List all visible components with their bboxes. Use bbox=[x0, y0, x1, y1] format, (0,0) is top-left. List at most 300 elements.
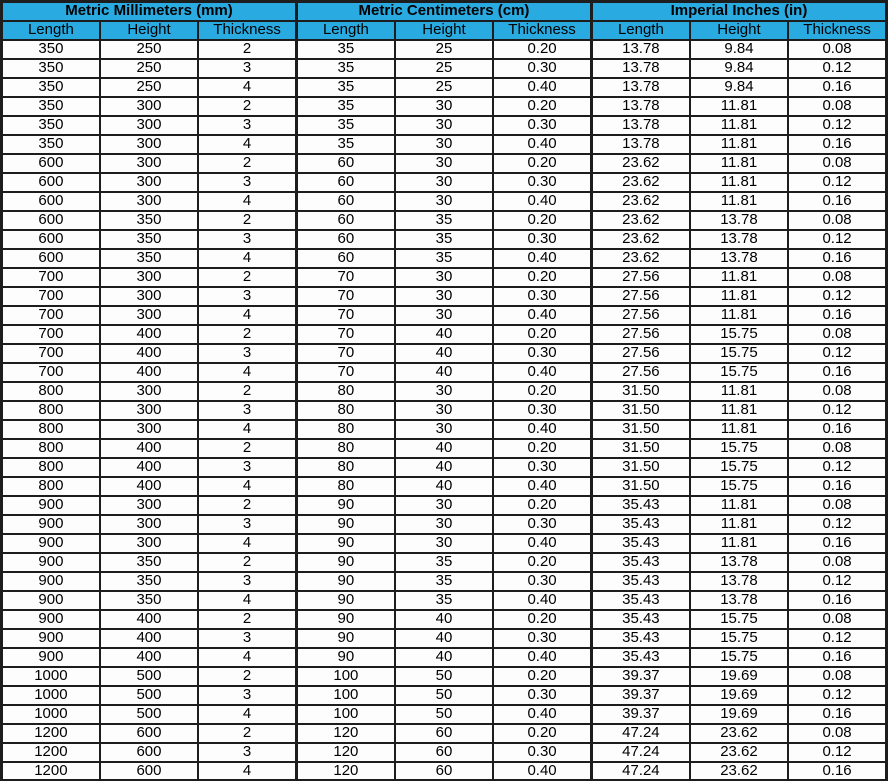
cell: 90 bbox=[296, 572, 394, 591]
cell: 40 bbox=[395, 610, 493, 629]
cell: 0.20 bbox=[493, 382, 591, 401]
cell: 19.69 bbox=[690, 686, 788, 705]
cell: 0.40 bbox=[493, 420, 591, 439]
cell: 13.78 bbox=[690, 553, 788, 572]
table-row bbox=[2, 553, 887, 572]
cell: 350 bbox=[2, 97, 100, 116]
cell: 600 bbox=[100, 724, 198, 743]
cell: 70 bbox=[296, 344, 394, 363]
cell: 2 bbox=[198, 268, 296, 287]
cell: 0.20 bbox=[493, 325, 591, 344]
cell: 90 bbox=[296, 610, 394, 629]
cell: 0.40 bbox=[493, 363, 591, 382]
cell: 600 bbox=[2, 173, 100, 192]
cell: 30 bbox=[395, 515, 493, 534]
cell: 60 bbox=[395, 743, 493, 762]
cell: 35.43 bbox=[591, 515, 689, 534]
cell: 23.62 bbox=[690, 743, 788, 762]
cell: 700 bbox=[2, 325, 100, 344]
cell: 300 bbox=[100, 268, 198, 287]
cell: 23.62 bbox=[591, 249, 689, 268]
cell: 600 bbox=[2, 211, 100, 230]
cell: 30 bbox=[395, 306, 493, 325]
cell: 80 bbox=[296, 382, 394, 401]
cell: 300 bbox=[100, 382, 198, 401]
cell: 300 bbox=[100, 287, 198, 306]
cell: 0.08 bbox=[788, 667, 886, 686]
table-row bbox=[2, 344, 887, 363]
cell: 2 bbox=[198, 211, 296, 230]
cell: 35.43 bbox=[591, 648, 689, 667]
cell: 40 bbox=[395, 344, 493, 363]
table-row bbox=[2, 591, 887, 610]
column-header-length-in: Length bbox=[591, 21, 689, 40]
column-header-thickness-in: Thickness bbox=[788, 21, 886, 40]
cell: 23.62 bbox=[690, 762, 788, 781]
cell: 0.16 bbox=[788, 363, 886, 382]
cell: 0.16 bbox=[788, 591, 886, 610]
cell: 3 bbox=[198, 686, 296, 705]
cell: 15.75 bbox=[690, 325, 788, 344]
cell: 60 bbox=[296, 249, 394, 268]
cell: 100 bbox=[296, 686, 394, 705]
table-row bbox=[2, 40, 887, 59]
cell: 0.16 bbox=[788, 78, 886, 97]
cell: 350 bbox=[2, 40, 100, 59]
cell: 0.30 bbox=[493, 743, 591, 762]
cell: 0.30 bbox=[493, 686, 591, 705]
cell: 90 bbox=[296, 515, 394, 534]
table-row bbox=[2, 401, 887, 420]
table-row bbox=[2, 154, 887, 173]
cell: 60 bbox=[395, 762, 493, 781]
cell: 4 bbox=[198, 762, 296, 781]
cell: 30 bbox=[395, 154, 493, 173]
cell: 23.62 bbox=[591, 230, 689, 249]
cell: 30 bbox=[395, 401, 493, 420]
cell: 0.08 bbox=[788, 439, 886, 458]
cell: 13.78 bbox=[690, 230, 788, 249]
table-row bbox=[2, 743, 887, 762]
cell: 600 bbox=[2, 230, 100, 249]
table-row bbox=[2, 230, 887, 249]
cell: 0.40 bbox=[493, 762, 591, 781]
cell: 4 bbox=[198, 534, 296, 553]
cell: 90 bbox=[296, 534, 394, 553]
table-row bbox=[2, 534, 887, 553]
cell: 80 bbox=[296, 477, 394, 496]
cell: 300 bbox=[100, 420, 198, 439]
cell: 13.78 bbox=[591, 116, 689, 135]
cell: 350 bbox=[2, 59, 100, 78]
column-header-thickness-cm: Thickness bbox=[493, 21, 591, 40]
cell: 400 bbox=[100, 344, 198, 363]
cell: 100 bbox=[296, 667, 394, 686]
table-row bbox=[2, 610, 887, 629]
cell: 35 bbox=[296, 97, 394, 116]
cell: 80 bbox=[296, 401, 394, 420]
cell: 800 bbox=[2, 439, 100, 458]
cell: 300 bbox=[100, 192, 198, 211]
cell: 35 bbox=[395, 553, 493, 572]
cell: 350 bbox=[100, 553, 198, 572]
cell: 0.30 bbox=[493, 230, 591, 249]
cell: 2 bbox=[198, 724, 296, 743]
cell: 600 bbox=[100, 762, 198, 781]
cell: 35.43 bbox=[591, 553, 689, 572]
table-row bbox=[2, 686, 887, 705]
cell: 35 bbox=[296, 40, 394, 59]
cell: 3 bbox=[198, 515, 296, 534]
cell: 15.75 bbox=[690, 477, 788, 496]
cell: 400 bbox=[100, 439, 198, 458]
cell: 4 bbox=[198, 363, 296, 382]
cell: 35.43 bbox=[591, 496, 689, 515]
cell: 600 bbox=[2, 154, 100, 173]
table-row bbox=[2, 135, 887, 154]
cell: 0.40 bbox=[493, 192, 591, 211]
column-header-thickness-mm: Thickness bbox=[198, 21, 296, 40]
cell: 3 bbox=[198, 458, 296, 477]
table-row bbox=[2, 705, 887, 724]
cell: 13.78 bbox=[591, 78, 689, 97]
table-row bbox=[2, 572, 887, 591]
cell: 0.30 bbox=[493, 173, 591, 192]
cell: 31.50 bbox=[591, 382, 689, 401]
group-header-metric-cm: Metric Centimeters (cm) bbox=[296, 2, 591, 21]
cell: 15.75 bbox=[690, 363, 788, 382]
cell: 300 bbox=[100, 534, 198, 553]
cell: 0.20 bbox=[493, 439, 591, 458]
table-row bbox=[2, 211, 887, 230]
cell: 0.16 bbox=[788, 534, 886, 553]
cell: 350 bbox=[2, 135, 100, 154]
cell: 0.08 bbox=[788, 325, 886, 344]
cell: 0.40 bbox=[493, 477, 591, 496]
cell: 30 bbox=[395, 192, 493, 211]
cell: 9.84 bbox=[690, 78, 788, 97]
cell: 0.20 bbox=[493, 40, 591, 59]
cell: 11.81 bbox=[690, 97, 788, 116]
cell: 0.20 bbox=[493, 268, 591, 287]
cell: 800 bbox=[2, 477, 100, 496]
cell: 40 bbox=[395, 477, 493, 496]
cell: 47.24 bbox=[591, 724, 689, 743]
cell: 300 bbox=[100, 401, 198, 420]
cell: 3 bbox=[198, 629, 296, 648]
cell: 900 bbox=[2, 629, 100, 648]
cell: 0.16 bbox=[788, 306, 886, 325]
cell: 31.50 bbox=[591, 458, 689, 477]
cell: 100 bbox=[296, 705, 394, 724]
cell: 90 bbox=[296, 629, 394, 648]
cell: 0.30 bbox=[493, 344, 591, 363]
cell: 0.20 bbox=[493, 211, 591, 230]
cell: 0.16 bbox=[788, 648, 886, 667]
cell: 0.40 bbox=[493, 591, 591, 610]
cell: 90 bbox=[296, 496, 394, 515]
cell: 0.08 bbox=[788, 382, 886, 401]
cell: 0.30 bbox=[493, 515, 591, 534]
cell: 0.08 bbox=[788, 268, 886, 287]
cell: 19.69 bbox=[690, 705, 788, 724]
cell: 350 bbox=[100, 249, 198, 268]
cell: 4 bbox=[198, 306, 296, 325]
cell: 0.30 bbox=[493, 629, 591, 648]
cell: 400 bbox=[100, 458, 198, 477]
cell: 35.43 bbox=[591, 610, 689, 629]
cell: 11.81 bbox=[690, 173, 788, 192]
cell: 300 bbox=[100, 515, 198, 534]
cell: 600 bbox=[100, 743, 198, 762]
cell: 13.78 bbox=[690, 249, 788, 268]
cell: 70 bbox=[296, 268, 394, 287]
cell: 2 bbox=[198, 325, 296, 344]
cell: 31.50 bbox=[591, 420, 689, 439]
cell: 23.62 bbox=[591, 173, 689, 192]
cell: 700 bbox=[2, 363, 100, 382]
cell: 35 bbox=[395, 249, 493, 268]
cell: 3 bbox=[198, 344, 296, 363]
cell: 11.81 bbox=[690, 154, 788, 173]
cell: 0.20 bbox=[493, 553, 591, 572]
cell: 0.30 bbox=[493, 572, 591, 591]
cell: 400 bbox=[100, 325, 198, 344]
table-row bbox=[2, 249, 887, 268]
table-row bbox=[2, 667, 887, 686]
cell: 0.20 bbox=[493, 496, 591, 515]
cell: 13.78 bbox=[591, 40, 689, 59]
cell: 900 bbox=[2, 648, 100, 667]
cell: 19.69 bbox=[690, 667, 788, 686]
cell: 400 bbox=[100, 477, 198, 496]
table-row bbox=[2, 97, 887, 116]
cell: 900 bbox=[2, 496, 100, 515]
cell: 0.16 bbox=[788, 762, 886, 781]
cell: 40 bbox=[395, 325, 493, 344]
cell: 11.81 bbox=[690, 382, 788, 401]
cell: 13.78 bbox=[690, 211, 788, 230]
cell: 30 bbox=[395, 420, 493, 439]
cell: 0.40 bbox=[493, 249, 591, 268]
table-row bbox=[2, 515, 887, 534]
cell: 0.40 bbox=[493, 705, 591, 724]
cell: 0.30 bbox=[493, 287, 591, 306]
cell: 13.78 bbox=[591, 97, 689, 116]
cell: 15.75 bbox=[690, 439, 788, 458]
cell: 0.40 bbox=[493, 78, 591, 97]
cell: 0.20 bbox=[493, 667, 591, 686]
cell: 70 bbox=[296, 306, 394, 325]
cell: 800 bbox=[2, 382, 100, 401]
cell: 0.16 bbox=[788, 477, 886, 496]
cell: 11.81 bbox=[690, 420, 788, 439]
cell: 4 bbox=[198, 192, 296, 211]
cell: 0.08 bbox=[788, 97, 886, 116]
cell: 0.12 bbox=[788, 743, 886, 762]
cell: 500 bbox=[100, 705, 198, 724]
cell: 13.78 bbox=[690, 591, 788, 610]
cell: 0.08 bbox=[788, 211, 886, 230]
cell: 4 bbox=[198, 135, 296, 154]
cell: 9.84 bbox=[690, 59, 788, 78]
cell: 39.37 bbox=[591, 667, 689, 686]
cell: 0.30 bbox=[493, 59, 591, 78]
cell: 11.81 bbox=[690, 135, 788, 154]
cell: 700 bbox=[2, 344, 100, 363]
cell: 15.75 bbox=[690, 344, 788, 363]
group-header-metric-mm: Metric Millimeters (mm) bbox=[2, 2, 297, 21]
cell: 0.40 bbox=[493, 135, 591, 154]
cell: 30 bbox=[395, 496, 493, 515]
cell: 600 bbox=[2, 249, 100, 268]
cell: 0.12 bbox=[788, 401, 886, 420]
cell: 27.56 bbox=[591, 344, 689, 363]
cell: 80 bbox=[296, 439, 394, 458]
cell: 300 bbox=[100, 496, 198, 515]
cell: 4 bbox=[198, 591, 296, 610]
cell: 0.08 bbox=[788, 724, 886, 743]
cell: 600 bbox=[2, 192, 100, 211]
cell: 300 bbox=[100, 135, 198, 154]
cell: 1200 bbox=[2, 762, 100, 781]
cell: 35 bbox=[296, 59, 394, 78]
cell: 11.81 bbox=[690, 534, 788, 553]
cell: 2 bbox=[198, 496, 296, 515]
table-row bbox=[2, 724, 887, 743]
cell: 70 bbox=[296, 363, 394, 382]
cell: 400 bbox=[100, 610, 198, 629]
cell: 15.75 bbox=[690, 629, 788, 648]
cell: 0.20 bbox=[493, 724, 591, 743]
cell: 0.08 bbox=[788, 40, 886, 59]
cell: 4 bbox=[198, 477, 296, 496]
cell: 4 bbox=[198, 705, 296, 724]
cell: 0.20 bbox=[493, 610, 591, 629]
cell: 35 bbox=[296, 135, 394, 154]
cell: 50 bbox=[395, 667, 493, 686]
cell: 350 bbox=[100, 211, 198, 230]
cell: 3 bbox=[198, 401, 296, 420]
cell: 700 bbox=[2, 287, 100, 306]
cell: 400 bbox=[100, 648, 198, 667]
table-row bbox=[2, 59, 887, 78]
column-header-row bbox=[2, 21, 887, 40]
cell: 30 bbox=[395, 268, 493, 287]
cell: 400 bbox=[100, 363, 198, 382]
cell: 30 bbox=[395, 534, 493, 553]
cell: 11.81 bbox=[690, 515, 788, 534]
cell: 30 bbox=[395, 116, 493, 135]
cell: 35 bbox=[296, 116, 394, 135]
cell: 0.08 bbox=[788, 610, 886, 629]
cell: 2 bbox=[198, 667, 296, 686]
table-row bbox=[2, 173, 887, 192]
table-row bbox=[2, 477, 887, 496]
cell: 2 bbox=[198, 610, 296, 629]
table-row bbox=[2, 762, 887, 781]
cell: 350 bbox=[100, 591, 198, 610]
cell: 13.78 bbox=[591, 135, 689, 154]
cell: 0.12 bbox=[788, 458, 886, 477]
cell: 35.43 bbox=[591, 572, 689, 591]
cell: 0.16 bbox=[788, 192, 886, 211]
table-row bbox=[2, 496, 887, 515]
column-header-height-in: Height bbox=[690, 21, 788, 40]
cell: 500 bbox=[100, 686, 198, 705]
cell: 90 bbox=[296, 553, 394, 572]
cell: 0.12 bbox=[788, 686, 886, 705]
cell: 35.43 bbox=[591, 534, 689, 553]
cell: 25 bbox=[395, 59, 493, 78]
table-row bbox=[2, 382, 887, 401]
cell: 0.20 bbox=[493, 97, 591, 116]
table-row bbox=[2, 192, 887, 211]
cell: 9.84 bbox=[690, 40, 788, 59]
cell: 0.40 bbox=[493, 306, 591, 325]
cell: 4 bbox=[198, 420, 296, 439]
cell: 30 bbox=[395, 135, 493, 154]
cell: 900 bbox=[2, 553, 100, 572]
cell: 300 bbox=[100, 97, 198, 116]
table-row bbox=[2, 629, 887, 648]
cell: 120 bbox=[296, 762, 394, 781]
cell: 2 bbox=[198, 97, 296, 116]
cell: 60 bbox=[296, 154, 394, 173]
cell: 23.62 bbox=[690, 724, 788, 743]
cell: 40 bbox=[395, 363, 493, 382]
group-header-row bbox=[2, 2, 887, 21]
cell: 0.12 bbox=[788, 572, 886, 591]
cell: 0.30 bbox=[493, 401, 591, 420]
group-header-imperial-in: Imperial Inches (in) bbox=[591, 2, 886, 21]
cell: 0.12 bbox=[788, 287, 886, 306]
cell: 0.12 bbox=[788, 59, 886, 78]
cell: 15.75 bbox=[690, 648, 788, 667]
cell: 0.16 bbox=[788, 135, 886, 154]
cell: 0.12 bbox=[788, 629, 886, 648]
cell: 11.81 bbox=[690, 287, 788, 306]
cell: 4 bbox=[198, 78, 296, 97]
cell: 0.16 bbox=[788, 249, 886, 268]
cell: 11.81 bbox=[690, 116, 788, 135]
cell: 350 bbox=[100, 572, 198, 591]
cell: 0.12 bbox=[788, 173, 886, 192]
table-row bbox=[2, 268, 887, 287]
cell: 3 bbox=[198, 287, 296, 306]
table-body bbox=[2, 40, 887, 781]
cell: 23.62 bbox=[591, 211, 689, 230]
cell: 11.81 bbox=[690, 306, 788, 325]
cell: 3 bbox=[198, 173, 296, 192]
cell: 3 bbox=[198, 572, 296, 591]
cell: 900 bbox=[2, 572, 100, 591]
table-row bbox=[2, 116, 887, 135]
cell: 0.12 bbox=[788, 515, 886, 534]
table-row bbox=[2, 306, 887, 325]
cell: 15.75 bbox=[690, 610, 788, 629]
table-row bbox=[2, 648, 887, 667]
cell: 11.81 bbox=[690, 268, 788, 287]
cell: 31.50 bbox=[591, 401, 689, 420]
cell: 1000 bbox=[2, 705, 100, 724]
cell: 30 bbox=[395, 97, 493, 116]
table-row bbox=[2, 325, 887, 344]
cell: 250 bbox=[100, 40, 198, 59]
cell: 350 bbox=[100, 230, 198, 249]
cell: 900 bbox=[2, 515, 100, 534]
cell: 11.81 bbox=[690, 401, 788, 420]
